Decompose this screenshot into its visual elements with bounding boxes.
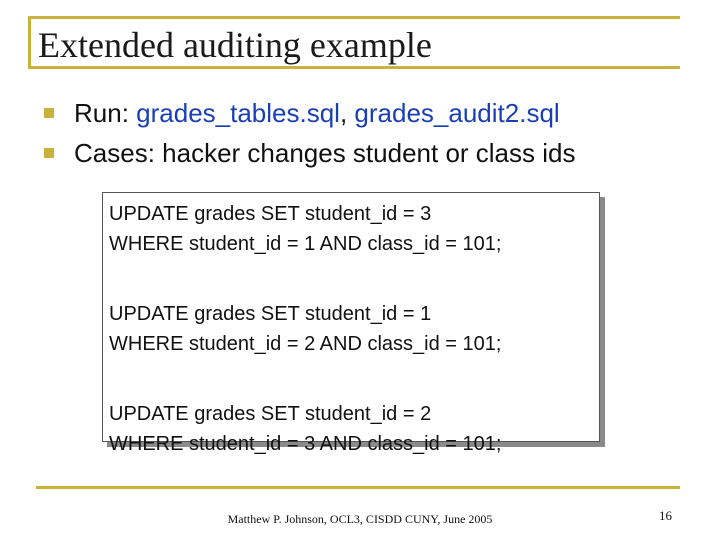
file-name: grades_audit2.sql: [354, 97, 560, 128]
code-line: WHERE student_id = 3 AND class_id = 101;: [109, 433, 502, 455]
title-frame-left: [28, 16, 31, 66]
sql-statement: [109, 399, 599, 459]
sql-statement: [109, 199, 599, 259]
square-bullet-icon: [44, 148, 54, 158]
bullet-item-cases: [44, 133, 575, 173]
bullet-text: [74, 98, 560, 129]
bullet-text: Cases: hacker changes student or class ids: [74, 137, 576, 168]
bullet-separator: ,: [339, 97, 355, 128]
code-line: WHERE student_id = 2 AND class_id = 101;: [109, 333, 502, 355]
code-line: WHERE student_id = 1 AND class_id = 101;: [109, 233, 502, 255]
sql-statement: [109, 299, 599, 359]
code-line: UPDATE grades SET student_id = 2: [109, 403, 432, 425]
file-name: grades_tables.sql: [136, 97, 340, 128]
sql-code-box: [102, 192, 600, 455]
code-line: UPDATE grades SET student_id = 3: [109, 203, 432, 225]
square-bullet-icon: [44, 108, 54, 118]
code-line: UPDATE grades SET student_id = 1: [109, 303, 432, 325]
bullet-prefix: Run:: [74, 97, 137, 128]
bullet-item-run: [44, 93, 575, 133]
slide-title: Extended auditing example: [38, 25, 432, 65]
page-number: 16: [659, 508, 672, 523]
footer-credit: Matthew P. Johnson, OCL3, CISDD CUNY, June 2005: [227, 512, 493, 526]
title-frame-bottom: [28, 66, 680, 69]
bullet-list: [44, 93, 575, 173]
footer-divider: [36, 486, 680, 489]
title-frame-top: [28, 16, 680, 19]
